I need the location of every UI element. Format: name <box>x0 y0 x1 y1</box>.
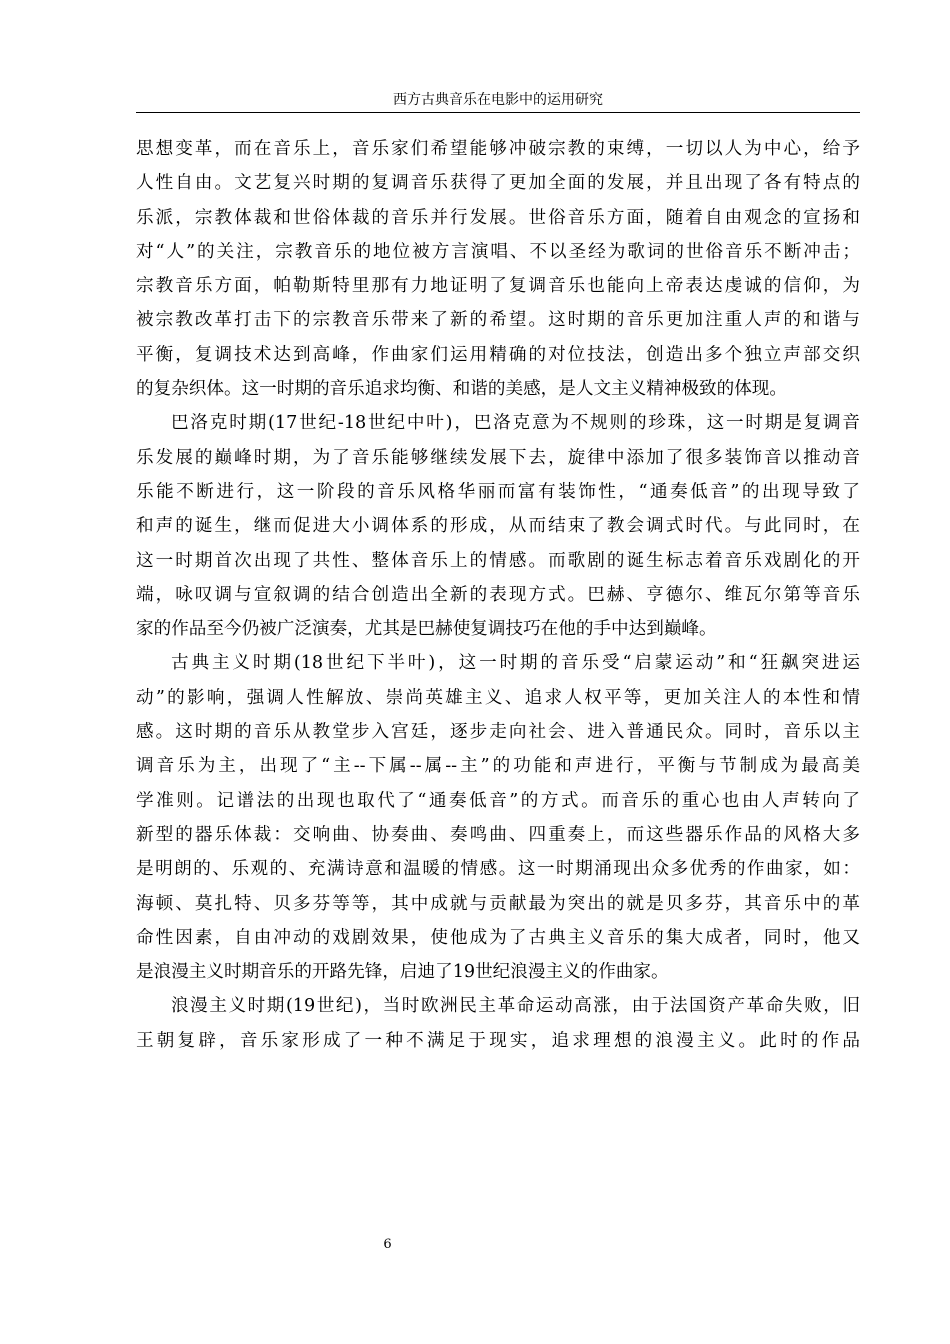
text-line: 学准则。记谱法的出现也取代了“通奏低音”的方式。而音乐的重心也由人声转向了 <box>136 790 860 811</box>
text-line: 王朝复辟，音乐家形成了一种不满足于现实，追求理想的浪漫主义。此时的作品 <box>136 1030 860 1051</box>
text-line: 被宗教改革打击下的宗教音乐带来了新的希望。这时期的音乐更加注重人声的和谐与 <box>136 310 860 331</box>
text-line: 和声的诞生，继而促进大小调体系的形成，从而结束了教会调式时代。与此同时，在 <box>136 516 860 537</box>
running-header <box>136 90 860 113</box>
body-text <box>136 132 860 1058</box>
text-line: 家的作品至今仍被广泛演奏，尤其是巴赫使复调技巧在他的手中达到巅峰。 <box>136 619 717 640</box>
text-line: 乐能不断进行，这一阶段的音乐风格华丽而富有装饰性，“通奏低音”的出现导致了 <box>136 481 860 502</box>
text-line: 是明朗的、乐观的、充满诗意和温暖的情感。这一时期涌现出众多优秀的作曲家，如： <box>136 859 860 880</box>
text-line: 乐发展的巅峰时期，为了音乐能够继续发展下去，旋律中添加了很多装饰音以推动音 <box>136 447 860 468</box>
page-number: 6 <box>383 1237 392 1252</box>
text-line: 乐派，宗教体裁和世俗体裁的音乐并行发展。世俗音乐方面，随着自由观念的宣扬和 <box>136 207 860 228</box>
text-line: 平衡，复调技术达到高峰，作曲家们运用精确的对位技法，创造出多个独立声部交织 <box>136 344 860 365</box>
text-line: 命性因素，自由冲动的戏剧效果，使他成为了古典主义音乐的集大成者，同时，他又 <box>136 927 860 948</box>
text-line: 人性自由。文艺复兴时期的复调音乐获得了更加全面的发展，并且出现了各有特点的 <box>136 173 860 194</box>
text-line: 新型的器乐体裁：交响曲、协奏曲、奏鸣曲、四重奏上，而这些器乐作品的风格大多 <box>136 824 860 845</box>
paragraph-first-line: 巴洛克时期(17世纪-18世纪中叶)，巴洛克意为不规则的珍珠，这一时期是复调音 <box>171 413 860 434</box>
text-line: 的复杂织体。这一时期的音乐追求均衡、和谐的美感，是人文主义精神极致的体现。 <box>136 379 787 400</box>
text-line: 思想变革，而在音乐上，音乐家们希望能够冲破宗教的束缚，一切以人为中心，给予 <box>136 139 860 159</box>
text-line: 动”的影响，强调人性解放、崇尚英雄主义、追求人权平等，更加关注人的本性和情 <box>136 687 860 708</box>
text-line: 这一时期首次出现了共性、整体音乐上的情感。而歌剧的诞生标志着音乐戏剧化的开 <box>136 550 860 571</box>
paragraph-first-line: 古典主义时期(18世纪下半叶)，这一时期的音乐受“启蒙运动”和“狂飙突进运 <box>171 653 860 674</box>
text-line: 对“人”的关注，宗教音乐的地位被方言演唱、不以圣经为歌词的世俗音乐不断冲击； <box>136 241 860 262</box>
text-line: 宗教音乐方面，帕勒斯特里那有力地证明了复调音乐也能向上帝表达虔诚的信仰，为 <box>136 276 860 297</box>
paragraph-first-line: 浪漫主义时期(19世纪)，当时欧洲民主革命运动高涨，由于法国资产革命失败，旧 <box>171 996 860 1017</box>
header-title: 西方古典音乐在电影中的运用研究 <box>393 92 603 108</box>
text-line: 端，咏叹调与宣叙调的结合创造出全新的表现方式。巴赫、亨德尔、维瓦尔第等音乐 <box>136 584 860 605</box>
text-line: 海顿、莫扎特、贝多芬等等，其中成就与贡献最为突出的就是贝多芬，其音乐中的革 <box>136 893 860 914</box>
text-line: 调音乐为主，出现了“主--下属--属--主”的功能和声进行，平衡与节制成为最高美 <box>136 756 860 777</box>
text-line: 是浪漫主义时期音乐的开路先锋，启迪了19世纪浪漫主义的作曲家。 <box>136 962 669 983</box>
text-line: 感。这时期的音乐从教堂步入宫廷，逐步走向社会、进入普通民众。同时，音乐以主 <box>136 722 860 743</box>
